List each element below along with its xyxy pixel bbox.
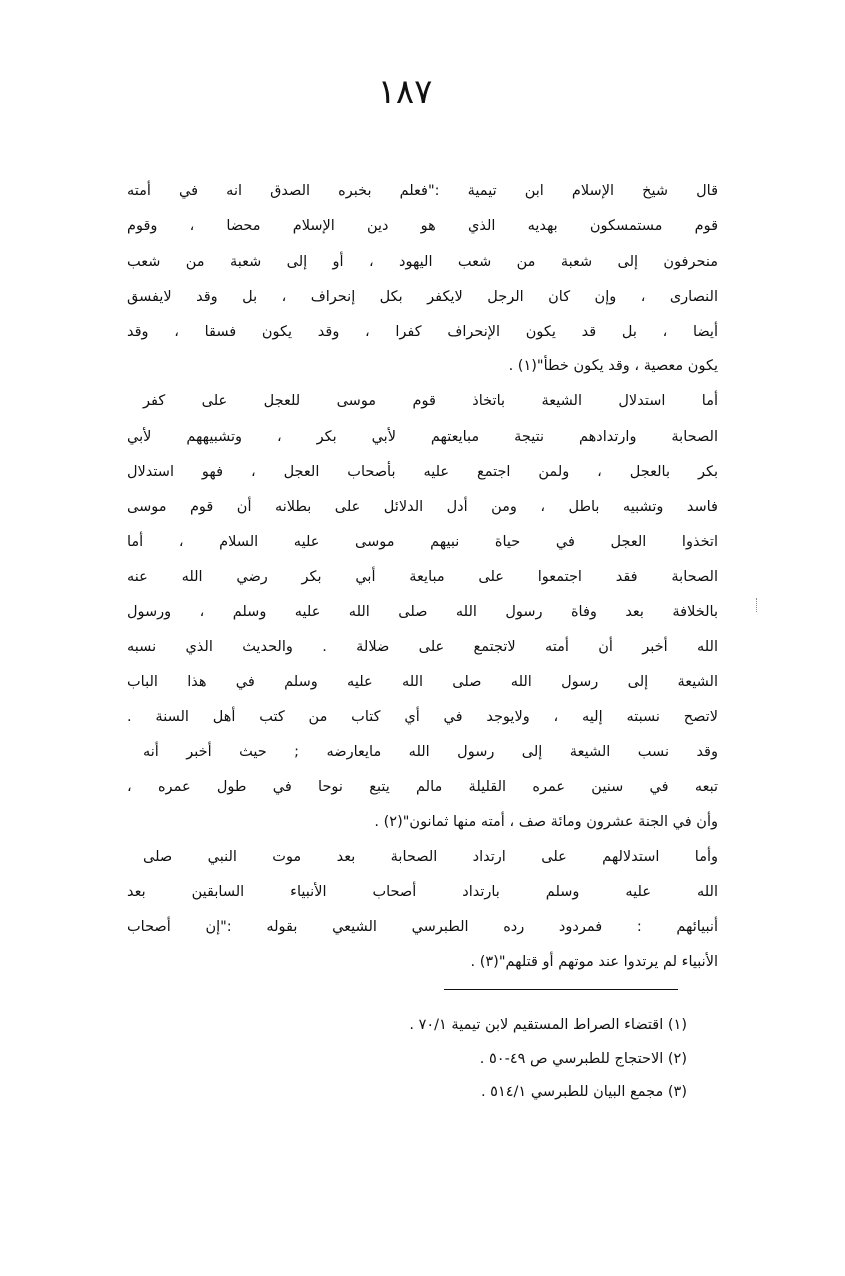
- text-line: الله عليه وسلم بارتداد أصحاب الأنبياء السابقين بعد: [127, 884, 718, 900]
- footnote-separator: [444, 989, 678, 990]
- text-line: أنبيائهم : فمردود رده الطبرسي الشيعي بقوله :"إن أصحاب: [127, 919, 718, 935]
- page-number: ١٨٧: [377, 72, 433, 112]
- text-line: قوم مستمسكون بهديه الذي هو دين الإسلام محضا ، وقوم: [127, 218, 718, 234]
- text-line: بالخلافة بعد وفاة رسول الله صلى الله عليه وسلم ، ورسول: [127, 604, 718, 620]
- text-line: قال شيخ الإسلام ابن تيمية :"فعلم بخبره الصدق انه في أمته: [127, 183, 718, 199]
- text-line: تبعه في سنين عمره القليلة مالم يتبع نوحا في طول عمره ،: [127, 779, 718, 795]
- text-line: الشيعة إلى رسول الله صلى الله عليه وسلم في هذا الباب: [127, 674, 718, 690]
- text-line: الصحابة وارتدادهم نتيجة مبايعتهم لأبي بكر ، وتشبيههم لأبي: [127, 429, 718, 445]
- text-line: وأن في الجنة عشرون ومائة صف ، أمته منها ثمانون"(٢) .: [374, 814, 718, 830]
- text-line: أيضا ، بل قد يكون الإنحراف كفرا ، وقد يكون فسقا ، وقد: [127, 324, 718, 340]
- text-line: النصارى ، وإن كان الرجل لايكفر بكل إنحراف ، بل وقد لايفسق: [127, 289, 718, 305]
- text-line: يكون معصية ، وقد يكون خطأ"(١) .: [508, 358, 718, 374]
- text-line: وأما استدلالهم على ارتداد الصحابة بعد موت النبي صلى: [143, 849, 718, 865]
- text-line: بكر بالعجل ، ولمن اجتمع عليه بأصحاب العجل ، فهو استدلال: [127, 464, 718, 480]
- text-line: أما استدلال الشيعة باتخاذ قوم موسى للعجل على كفر: [143, 393, 718, 409]
- text-line: الصحابة فقد اجتمعوا على مبايعة أبي بكر رضي الله عنه: [127, 569, 718, 585]
- text-line: فاسد وتشبيه باطل ، ومن أدل الدلائل على بطلانه أن قوم موسى: [127, 499, 718, 515]
- text-line: منحرفون إلى شعبة من شعب اليهود ، أو إلى شعبة من شعب: [127, 254, 718, 270]
- footnote: (٢) الاحتجاج للطبرسي ص ٤٩-٥٠ .: [479, 1051, 687, 1067]
- footnote: (٣) مجمع البيان للطبرسي ٥١٤/١ .: [480, 1084, 687, 1100]
- text-line: لاتصح نسبته إليه ، ولايوجد في أي كتاب من كتب أهل السنة .: [127, 709, 718, 725]
- footnote: (١) اقتضاء الصراط المستقيم لابن تيمية ٧٠/١ .: [409, 1017, 687, 1033]
- text-line: الأنبياء لم يرتدوا عند موتهم أو قتلهم"(٣) .: [470, 954, 718, 970]
- scan-margin-mark: [756, 598, 761, 612]
- text-line: الله أخبر أن أمته لاتجتمع على ضلالة . والحديث الذي نسبه: [127, 639, 718, 655]
- text-line: وقد نسب الشيعة إلى رسول الله مايعارضه ; حيث أخبر أنه: [143, 744, 718, 760]
- text-line: اتخذوا العجل في حياة نبيهم موسى عليه السلام ، أما: [127, 534, 718, 550]
